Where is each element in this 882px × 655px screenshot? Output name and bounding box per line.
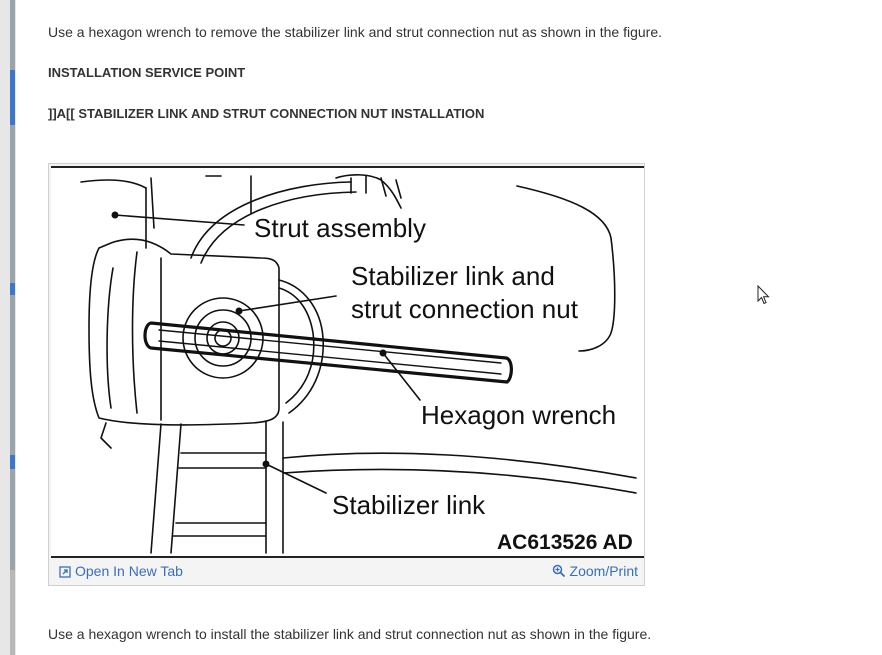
left-edge-marker: [10, 570, 15, 655]
strut-diagram: [51, 168, 640, 556]
zoom-magnifier-icon: [552, 564, 566, 578]
label-stabilizer-link: Stabilizer link: [332, 490, 486, 520]
subsection-heading: ]]A[[ STABILIZER LINK AND STRUT CONNECTION NUT INSTALLATION: [48, 106, 485, 121]
zoom-print-label: Zoom/Print: [569, 563, 638, 579]
install-paragraph: Use a hexagon wrench to install the stabilizer link and strut connection nut as shown in the figure.: [48, 626, 652, 642]
label-hexagon-wrench: Hexagon wrench: [421, 400, 617, 430]
label-nut-line2: strut connection nut: [351, 294, 578, 324]
figure-footer: [49, 560, 644, 585]
mouse-cursor-icon: [757, 285, 771, 307]
open-in-new-tab-icon: [59, 565, 71, 577]
left-edge-marker: [10, 283, 15, 295]
intro-paragraph: Use a hexagon wrench to remove the stabilizer link and strut connection nut as shown in the figure.: [48, 24, 663, 40]
left-edge-marker: [10, 70, 15, 125]
zoom-print-link[interactable]: [552, 563, 638, 579]
section-heading: INSTALLATION SERVICE POINT: [48, 65, 246, 80]
label-nut-line1: Stabilizer link and: [351, 261, 555, 291]
figure-illustration[interactable]: [51, 166, 644, 558]
figure-card: [48, 163, 645, 586]
figure-code: AC613526 AD: [497, 531, 633, 554]
open-in-new-tab-label: Open In New Tab: [75, 563, 183, 579]
left-edge-marker: [10, 455, 15, 469]
label-strut-assembly: Strut assembly: [254, 213, 426, 243]
open-in-new-tab-link[interactable]: [59, 563, 183, 579]
